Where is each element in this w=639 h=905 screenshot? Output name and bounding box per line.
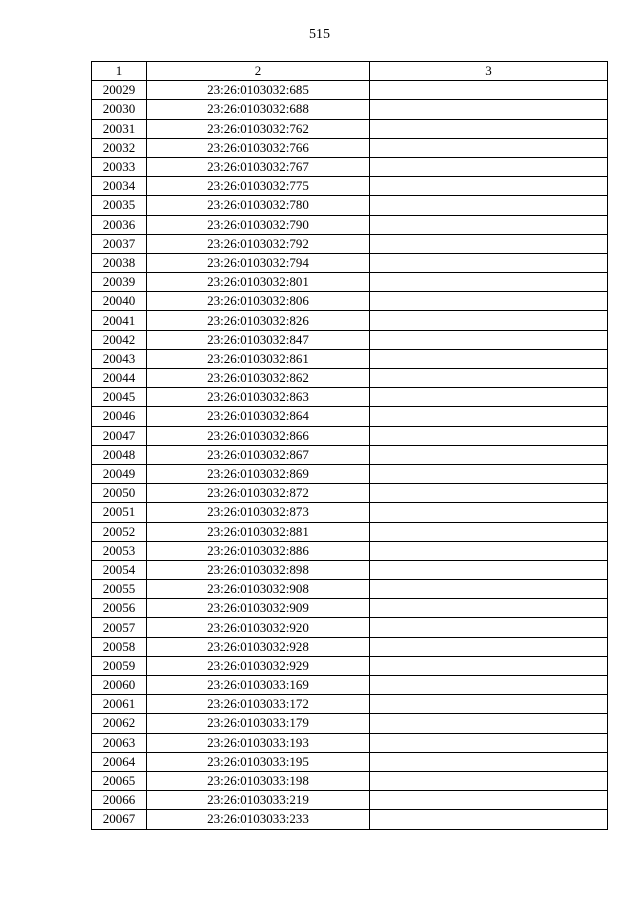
empty-cell	[370, 752, 608, 771]
row-number-cell: 20036	[92, 215, 147, 234]
table-row	[92, 637, 608, 656]
row-number-cell: 20063	[92, 733, 147, 752]
empty-cell	[370, 407, 608, 426]
empty-cell	[370, 157, 608, 176]
cadastral-number-cell: 23:26:0103032:928	[147, 637, 370, 656]
row-number-cell: 20064	[92, 752, 147, 771]
table-row	[92, 157, 608, 176]
row-number-cell: 20029	[92, 81, 147, 100]
table-row	[92, 292, 608, 311]
table-row	[92, 388, 608, 407]
header-row	[92, 62, 608, 81]
cadastral-number-cell: 23:26:0103032:929	[147, 656, 370, 675]
row-number-cell: 20057	[92, 618, 147, 637]
header-col-3: 3	[370, 62, 608, 81]
empty-cell	[370, 311, 608, 330]
empty-cell	[370, 138, 608, 157]
cadastral-number-cell: 23:26:0103033:233	[147, 810, 370, 829]
row-number-cell: 20058	[92, 637, 147, 656]
empty-cell	[370, 119, 608, 138]
row-number-cell: 20041	[92, 311, 147, 330]
cadastral-number-cell: 23:26:0103032:867	[147, 445, 370, 464]
header-col-2: 2	[147, 62, 370, 81]
cadastral-number-cell: 23:26:0103032:826	[147, 311, 370, 330]
empty-cell	[370, 349, 608, 368]
table-row	[92, 177, 608, 196]
cadastral-number-cell: 23:26:0103032:688	[147, 100, 370, 119]
table-row	[92, 464, 608, 483]
row-number-cell: 20034	[92, 177, 147, 196]
table-row	[92, 234, 608, 253]
empty-cell	[370, 292, 608, 311]
table-row	[92, 656, 608, 675]
empty-cell	[370, 695, 608, 714]
row-number-cell: 20031	[92, 119, 147, 138]
table-row	[92, 791, 608, 810]
row-number-cell: 20033	[92, 157, 147, 176]
table-row	[92, 752, 608, 771]
empty-cell	[370, 369, 608, 388]
table-row	[92, 695, 608, 714]
cadastral-number-cell: 23:26:0103032:920	[147, 618, 370, 637]
cadastral-number-cell: 23:26:0103032:767	[147, 157, 370, 176]
table-row	[92, 810, 608, 829]
table-row	[92, 599, 608, 618]
empty-cell	[370, 464, 608, 483]
row-number-cell: 20042	[92, 330, 147, 349]
table-row	[92, 522, 608, 541]
row-number-cell: 20067	[92, 810, 147, 829]
row-number-cell: 20039	[92, 273, 147, 292]
empty-cell	[370, 388, 608, 407]
row-number-cell: 20035	[92, 196, 147, 215]
row-number-cell: 20054	[92, 560, 147, 579]
empty-cell	[370, 522, 608, 541]
row-number-cell: 20066	[92, 791, 147, 810]
table-row	[92, 618, 608, 637]
row-number-cell: 20049	[92, 464, 147, 483]
cadastral-number-cell: 23:26:0103032:862	[147, 369, 370, 388]
empty-cell	[370, 580, 608, 599]
table-row	[92, 407, 608, 426]
row-number-cell: 20046	[92, 407, 147, 426]
cadastral-number-cell: 23:26:0103033:198	[147, 771, 370, 790]
empty-cell	[370, 714, 608, 733]
cadastral-number-cell: 23:26:0103032:806	[147, 292, 370, 311]
empty-cell	[370, 253, 608, 272]
cadastral-number-cell: 23:26:0103032:886	[147, 541, 370, 560]
row-number-cell: 20052	[92, 522, 147, 541]
empty-cell	[370, 234, 608, 253]
empty-cell	[370, 637, 608, 656]
cadastral-number-cell: 23:26:0103032:685	[147, 81, 370, 100]
empty-cell	[370, 599, 608, 618]
row-number-cell: 20043	[92, 349, 147, 368]
table-row	[92, 676, 608, 695]
empty-cell	[370, 100, 608, 119]
empty-cell	[370, 215, 608, 234]
row-number-cell: 20065	[92, 771, 147, 790]
table-row	[92, 714, 608, 733]
cadastral-number-cell: 23:26:0103032:898	[147, 560, 370, 579]
empty-cell	[370, 771, 608, 790]
empty-cell	[370, 330, 608, 349]
empty-cell	[370, 676, 608, 695]
empty-cell	[370, 618, 608, 637]
row-number-cell: 20062	[92, 714, 147, 733]
cadastral-number-cell: 23:26:0103032:762	[147, 119, 370, 138]
row-number-cell: 20060	[92, 676, 147, 695]
cadastral-number-cell: 23:26:0103032:909	[147, 599, 370, 618]
table-row	[92, 100, 608, 119]
table-row	[92, 311, 608, 330]
cadastral-number-cell: 23:26:0103032:861	[147, 349, 370, 368]
row-number-cell: 20055	[92, 580, 147, 599]
cadastral-number-cell: 23:26:0103032:869	[147, 464, 370, 483]
cadastral-number-cell: 23:26:0103032:881	[147, 522, 370, 541]
cadastral-number-cell: 23:26:0103032:790	[147, 215, 370, 234]
row-number-cell: 20061	[92, 695, 147, 714]
table-row	[92, 138, 608, 157]
empty-cell	[370, 560, 608, 579]
table-row	[92, 119, 608, 138]
empty-cell	[370, 445, 608, 464]
table-row	[92, 771, 608, 790]
row-number-cell: 20050	[92, 484, 147, 503]
empty-cell	[370, 503, 608, 522]
cadastral-number-cell: 23:26:0103033:195	[147, 752, 370, 771]
cadastral-number-cell: 23:26:0103032:775	[147, 177, 370, 196]
page-number: 515	[309, 27, 330, 42]
row-number-cell: 20044	[92, 369, 147, 388]
empty-cell	[370, 810, 608, 829]
table-row	[92, 273, 608, 292]
empty-cell	[370, 656, 608, 675]
cadastral-number-cell: 23:26:0103032:908	[147, 580, 370, 599]
cadastral-number-cell: 23:26:0103032:847	[147, 330, 370, 349]
row-number-cell: 20040	[92, 292, 147, 311]
cadastral-number-cell: 23:26:0103032:801	[147, 273, 370, 292]
cadastral-number-cell: 23:26:0103032:780	[147, 196, 370, 215]
table-row	[92, 81, 608, 100]
table-row	[92, 215, 608, 234]
table-row	[92, 426, 608, 445]
empty-cell	[370, 196, 608, 215]
row-number-cell: 20051	[92, 503, 147, 522]
row-number-cell: 20056	[92, 599, 147, 618]
cadastral-number-cell: 23:26:0103032:864	[147, 407, 370, 426]
cadastral-number-cell: 23:26:0103033:172	[147, 695, 370, 714]
table-row	[92, 560, 608, 579]
cadastral-number-cell: 23:26:0103032:766	[147, 138, 370, 157]
empty-cell	[370, 81, 608, 100]
empty-cell	[370, 733, 608, 752]
table-row	[92, 484, 608, 503]
cadastral-number-cell: 23:26:0103032:792	[147, 234, 370, 253]
row-number-cell: 20045	[92, 388, 147, 407]
header-col-1: 1	[92, 62, 147, 81]
table-row	[92, 196, 608, 215]
row-number-cell: 20030	[92, 100, 147, 119]
table-row	[92, 445, 608, 464]
cadastral-number-cell: 23:26:0103033:219	[147, 791, 370, 810]
cadastral-table	[91, 61, 608, 830]
empty-cell	[370, 177, 608, 196]
empty-cell	[370, 791, 608, 810]
table-row	[92, 253, 608, 272]
empty-cell	[370, 484, 608, 503]
row-number-cell: 20048	[92, 445, 147, 464]
cadastral-number-cell: 23:26:0103032:866	[147, 426, 370, 445]
row-number-cell: 20047	[92, 426, 147, 445]
table-row	[92, 733, 608, 752]
table-row	[92, 503, 608, 522]
cadastral-number-cell: 23:26:0103033:169	[147, 676, 370, 695]
table-body	[92, 81, 608, 829]
cadastral-number-cell: 23:26:0103033:193	[147, 733, 370, 752]
cadastral-number-cell: 23:26:0103032:794	[147, 253, 370, 272]
row-number-cell: 20032	[92, 138, 147, 157]
empty-cell	[370, 273, 608, 292]
table-row	[92, 580, 608, 599]
table-row	[92, 330, 608, 349]
empty-cell	[370, 426, 608, 445]
table-row	[92, 349, 608, 368]
cadastral-number-cell: 23:26:0103032:863	[147, 388, 370, 407]
cadastral-number-cell: 23:26:0103032:872	[147, 484, 370, 503]
cadastral-number-cell: 23:26:0103032:873	[147, 503, 370, 522]
row-number-cell: 20059	[92, 656, 147, 675]
row-number-cell: 20038	[92, 253, 147, 272]
empty-cell	[370, 541, 608, 560]
table-row	[92, 369, 608, 388]
row-number-cell: 20053	[92, 541, 147, 560]
table-row	[92, 541, 608, 560]
cadastral-number-cell: 23:26:0103033:179	[147, 714, 370, 733]
row-number-cell: 20037	[92, 234, 147, 253]
